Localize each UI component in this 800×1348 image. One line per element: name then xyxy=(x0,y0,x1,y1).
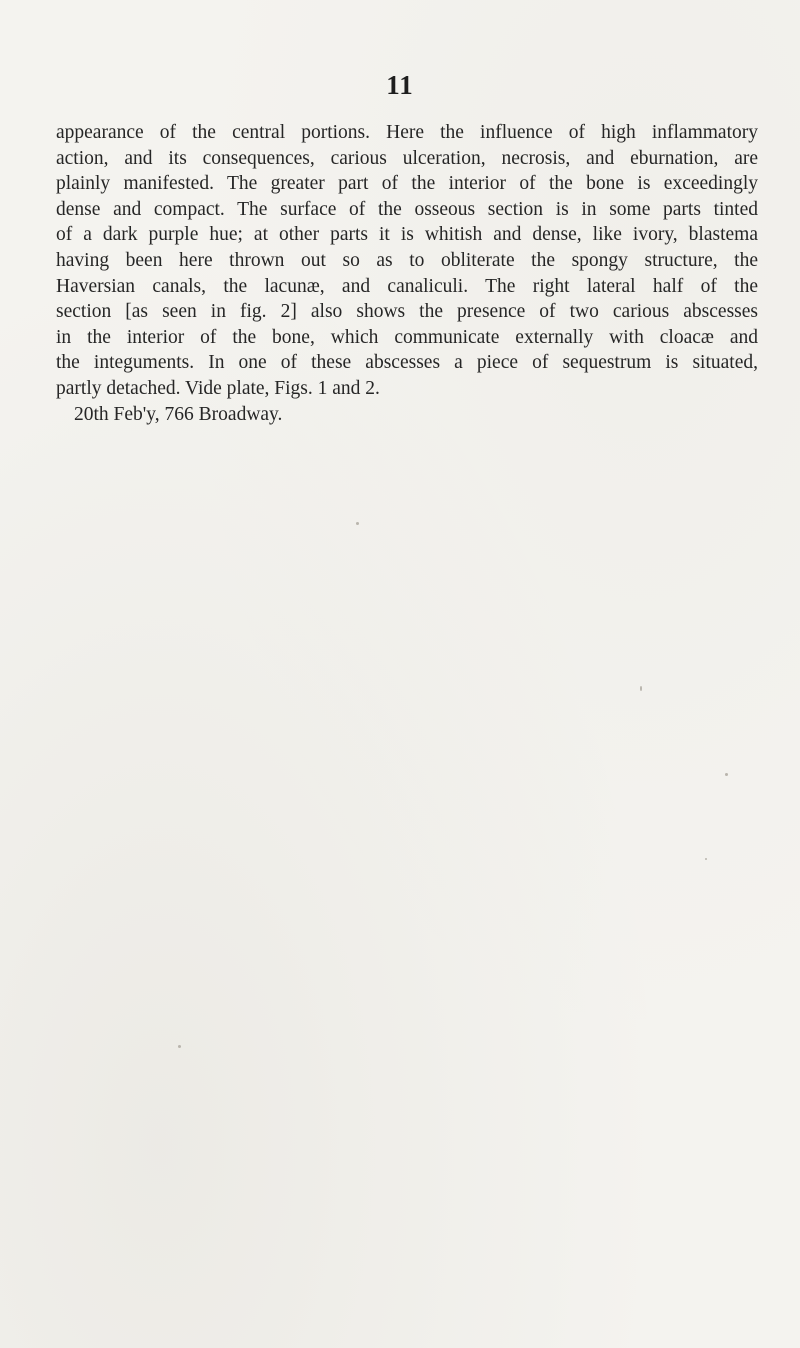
date-address-line: 20th Feb'y, 766 Broadway. xyxy=(74,403,283,425)
text-line: section [as seen in fig. 2] also shows the presence of two carious abscesses xyxy=(56,301,758,323)
text-line: Haversian canals, the lacunæ, and canaliculi. The right lateral half of the xyxy=(56,275,758,297)
paper-speck xyxy=(705,858,707,860)
text-line: appearance of the central portions. Here the influence of high inflammatory xyxy=(56,122,758,143)
paper-speck xyxy=(725,773,728,776)
text-line: of a dark purple hue; at other parts it is whitish and dense, like ivory, blastema xyxy=(56,224,758,246)
text-line: dense and compact. The surface of the osseous section is in some parts tinted xyxy=(56,198,758,220)
page-number: 11 xyxy=(386,70,414,100)
text-line: in the interior of the bone, which communicate externally with cloacæ and xyxy=(56,326,758,348)
text-line: having been here thrown out so as to obliterate the spongy structure, the xyxy=(56,249,758,271)
paper-speck xyxy=(356,522,359,525)
paper-speck xyxy=(640,686,642,691)
text-line: action, and its consequences, carious ulceration, necrosis, and eburnation, are xyxy=(56,147,758,169)
text-line: the integuments. In one of these abscesses a piece of sequestrum is situated, xyxy=(56,352,758,374)
text-line: plainly manifested. The greater part of the interior of the bone is exceedingly xyxy=(56,173,758,195)
paper-speck xyxy=(178,1045,181,1048)
text-line: partly detached. Vide plate, Figs. 1 and 2. xyxy=(56,377,380,399)
body-paragraph xyxy=(56,120,758,427)
